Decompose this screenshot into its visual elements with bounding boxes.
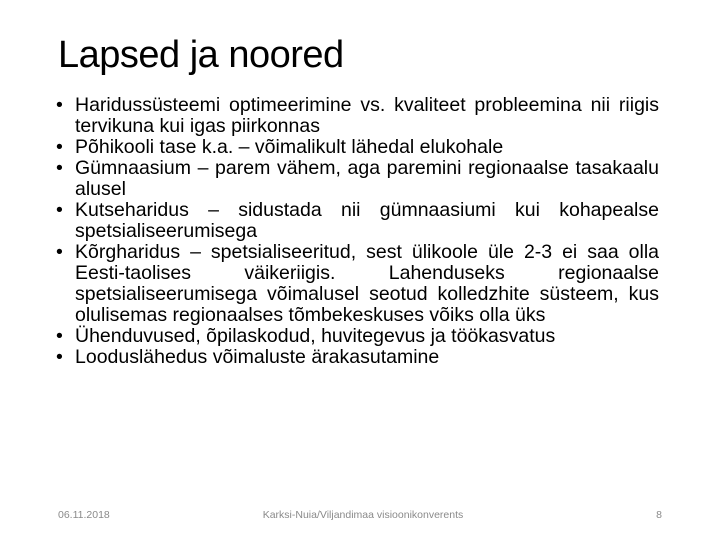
bullet-dot: •: [56, 136, 63, 158]
bullet-item: [56, 158, 659, 200]
bullet-item: [56, 242, 659, 326]
bullet-text: Ühenduvused, õpilaskodud, huvitegevus ja töökasvatus: [75, 325, 556, 347]
slide-title: Lapsed ja noored: [58, 34, 344, 76]
bullet-text: Haridussüsteemi optimeerimine vs. kvaliteet probleemina nii riigis tervikuna kui igas piirkonnas: [75, 94, 659, 137]
bullet-dot: •: [56, 157, 63, 179]
bullet-dot: •: [56, 199, 63, 221]
bullet-text: Kõrgharidus – spetsialiseeritud, sest ülikoole üle 2-3 ei saa olla Eesti-taolises väikeriigis. Lahenduseks regionaalse spetsialiseerumisega võimalusel seotud kolledzhite süsteem, kus olulisemas regionaalses tõmbekeskuses võiks olla üks: [75, 241, 659, 326]
footer-date: 06.11.2018: [58, 509, 110, 521]
bullet-item: [56, 95, 659, 137]
footer-event-name: Karksi-Nuia/Viljandimaa visioonikonverents: [262, 509, 464, 521]
bullet-dot: •: [56, 94, 63, 116]
bullet-item: [56, 200, 659, 242]
bullet-text: Kutseharidus – sidustada nii gümnaasiumi kui kohapealse spetsialiseerumisega: [75, 199, 659, 242]
bullet-item: [56, 137, 659, 158]
bullet-dot: •: [56, 346, 63, 368]
bullet-dot: •: [56, 325, 63, 347]
bullet-text: Gümnaasium – parem vähem, aga paremini regionaalse tasakaalu alusel: [75, 157, 659, 200]
bullet-dot: •: [56, 241, 63, 263]
footer-page-number: 8: [656, 509, 662, 521]
bullet-text: Põhikooli tase k.a. – võimalikult lähedal elukohale: [75, 136, 504, 158]
bullet-item: [56, 347, 659, 368]
bullet-item: [56, 326, 659, 347]
bullet-text: Looduslähedus võimaluste ärakasutamine: [75, 346, 440, 368]
bullet-list: [56, 95, 659, 368]
